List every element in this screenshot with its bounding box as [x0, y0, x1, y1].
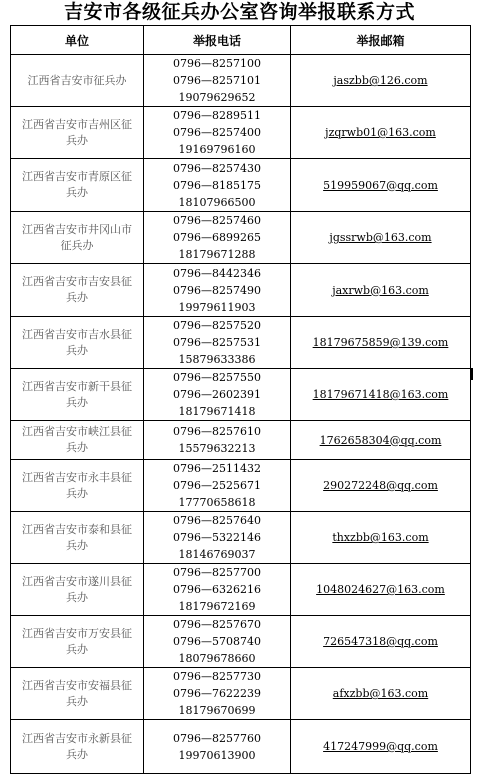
phone-number: 0796—8257700 — [173, 566, 261, 579]
phone-number: 0796—5322146 — [173, 531, 261, 544]
phone-number: 0796—8257730 — [173, 670, 261, 683]
phone-number: 18179671418 — [178, 405, 256, 418]
email-cell — [291, 512, 471, 564]
phone-cell — [144, 159, 291, 212]
phone-number: 0796—2525671 — [173, 479, 261, 492]
unit-cell: 江西省吉安市新干县征兵办 — [11, 369, 144, 421]
phone-number: 18107966500 — [178, 195, 256, 209]
table-body — [11, 55, 471, 774]
email-cell — [291, 616, 471, 668]
phone-number: 0796—8257520 — [173, 319, 261, 332]
phone-number: 15879633386 — [178, 353, 256, 366]
unit-cell: 江西省吉安市青原区征兵办 — [11, 159, 144, 212]
email-link[interactable]: 726547318@qq.com — [323, 635, 438, 648]
phone-number: 0796—6899265 — [173, 231, 261, 244]
email-link[interactable]: 1048024627@163.com — [316, 583, 445, 596]
email-cell — [291, 212, 471, 264]
phone-number: 19979611903 — [178, 300, 256, 314]
phone-number: 0796—5708740 — [173, 635, 261, 648]
email-cell — [291, 369, 471, 421]
phone-number: 0796—8257101 — [173, 74, 261, 87]
phone-cell — [144, 212, 291, 264]
table-row — [11, 55, 471, 107]
edge-mark — [470, 368, 473, 380]
email-link[interactable]: 290272248@qq.com — [323, 479, 438, 492]
table-row — [11, 317, 471, 369]
email-link[interactable]: 18179671418@163.com — [312, 388, 449, 401]
phone-cell — [144, 564, 291, 616]
phone-number: 0796—8185175 — [173, 178, 261, 192]
phone-number: 19169796160 — [178, 143, 256, 156]
phone-cell — [144, 369, 291, 421]
header-unit: 单位 — [11, 26, 144, 55]
table-header-row — [11, 26, 471, 55]
phone-number: 18079678660 — [178, 652, 256, 665]
unit-cell: 江西省吉安市峡江县征兵办 — [11, 421, 144, 460]
table-row — [11, 159, 471, 212]
table-row — [11, 668, 471, 720]
phone-number: 19970613900 — [178, 748, 256, 762]
phone-number: 0796—8257610 — [173, 425, 261, 438]
unit-cell: 江西省吉安市泰和县征兵办 — [11, 512, 144, 564]
email-cell — [291, 421, 471, 460]
phone-cell — [144, 55, 291, 107]
email-cell — [291, 668, 471, 720]
phone-number: 0796—8289511 — [173, 109, 261, 122]
email-link[interactable]: jaxrwb@163.com — [332, 283, 429, 297]
table-row — [11, 212, 471, 264]
email-link[interactable]: jgssrwb@163.com — [329, 231, 432, 244]
unit-cell: 江西省吉安市遂川县征兵办 — [11, 564, 144, 616]
table-row — [11, 460, 471, 512]
email-cell — [291, 317, 471, 369]
table-row — [11, 616, 471, 668]
unit-cell: 江西省吉安市吉水县征兵办 — [11, 317, 144, 369]
phone-number: 0796—8257400 — [173, 126, 261, 139]
table-row — [11, 421, 471, 460]
email-cell — [291, 107, 471, 159]
phone-number: 0796—6326216 — [173, 583, 261, 596]
unit-cell: 江西省吉安市吉安县征兵办 — [11, 264, 144, 317]
email-link[interactable]: 1762658304@qq.com — [319, 433, 442, 447]
phone-number: 0796—8257550 — [173, 371, 261, 384]
unit-cell: 江西省吉安市井冈山市征兵办 — [11, 212, 144, 264]
phone-cell — [144, 512, 291, 564]
phone-number: 0796—2511432 — [173, 462, 261, 475]
unit-cell: 江西省吉安市征兵办 — [11, 55, 144, 107]
phone-cell — [144, 421, 291, 460]
table-row — [11, 107, 471, 159]
table-row — [11, 564, 471, 616]
phone-number: 18179671288 — [178, 248, 256, 261]
email-link[interactable]: 519959067@qq.com — [323, 178, 438, 192]
email-cell — [291, 159, 471, 212]
page-title: 吉安市各级征兵办公室咨询举报联系方式 — [63, 1, 415, 23]
phone-number: 0796—8442346 — [173, 266, 261, 280]
unit-cell: 江西省吉安市吉州区征兵办 — [11, 107, 144, 159]
phone-number: 17770658618 — [178, 496, 256, 509]
unit-cell: 江西省吉安市安福县征兵办 — [11, 668, 144, 720]
phone-number: 0796—8257490 — [173, 283, 261, 297]
email-link[interactable]: jaszbb@126.com — [333, 74, 428, 87]
email-link[interactable]: jzqrwb01@163.com — [325, 126, 436, 139]
email-cell — [291, 720, 471, 774]
phone-cell — [144, 616, 291, 668]
email-cell — [291, 264, 471, 317]
table-row — [11, 512, 471, 564]
table-row — [11, 369, 471, 421]
phone-number: 18179670699 — [178, 704, 256, 717]
unit-cell: 江西省吉安市永新县征兵办 — [11, 720, 144, 774]
phone-cell — [144, 264, 291, 317]
table-row — [11, 720, 471, 774]
phone-number: 0796—8257760 — [173, 731, 261, 745]
phone-number: 0796—8257670 — [173, 618, 261, 631]
email-link[interactable]: thxzbb@163.com — [332, 531, 429, 544]
email-cell — [291, 55, 471, 107]
contact-table — [10, 25, 471, 774]
phone-number: 0796—8257640 — [173, 514, 261, 527]
email-link[interactable]: afxzbb@163.com — [332, 687, 429, 700]
header-email: 举报邮箱 — [291, 26, 471, 55]
unit-cell: 江西省吉安市永丰县征兵办 — [11, 460, 144, 512]
header-phone: 举报电话 — [144, 26, 291, 55]
phone-number: 0796—8257460 — [173, 214, 261, 227]
phone-cell — [144, 107, 291, 159]
phone-cell — [144, 668, 291, 720]
phone-number: 0796—8257531 — [173, 336, 261, 349]
phone-number: 18146769037 — [178, 548, 256, 561]
phone-number: 19079629652 — [178, 91, 256, 104]
email-cell — [291, 564, 471, 616]
email-link[interactable]: 417247999@qq.com — [323, 740, 438, 753]
phone-number: 0796—8257100 — [173, 57, 261, 70]
phone-number: 0796—8257430 — [173, 161, 261, 175]
phone-number: 18179672169 — [178, 600, 256, 613]
phone-cell — [144, 460, 291, 512]
email-cell — [291, 460, 471, 512]
phone-number: 15579632213 — [178, 442, 256, 455]
phone-cell — [144, 720, 291, 774]
phone-number: 0796—7622239 — [173, 687, 261, 700]
unit-cell: 江西省吉安市万安县征兵办 — [11, 616, 144, 668]
phone-number: 0796—2602391 — [173, 388, 261, 401]
phone-cell — [144, 317, 291, 369]
table-row — [11, 264, 471, 317]
email-link[interactable]: 18179675859@139.com — [312, 336, 449, 349]
